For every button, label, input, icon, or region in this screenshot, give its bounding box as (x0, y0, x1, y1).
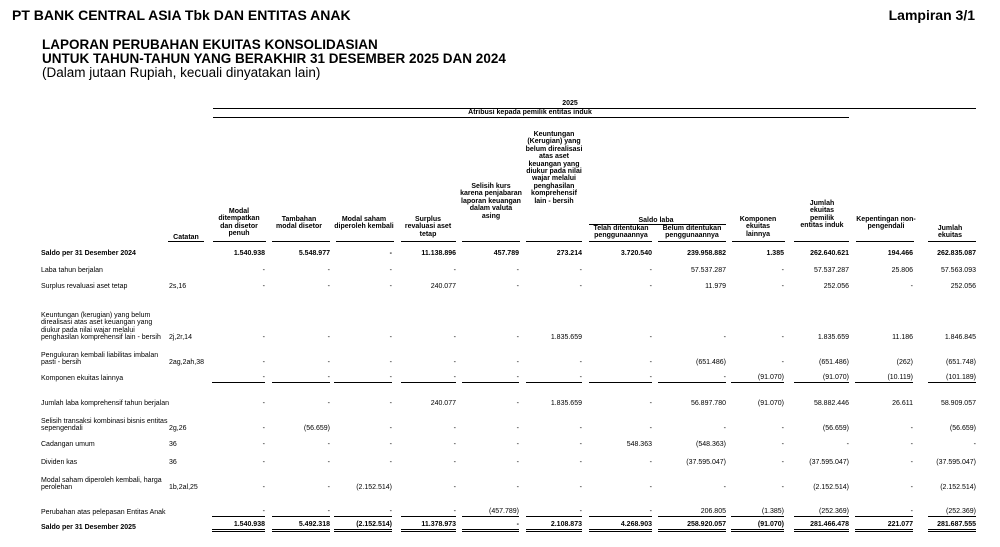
cell-value: - (453, 425, 456, 432)
cell-value: - (389, 334, 392, 341)
cell-value: - (781, 484, 784, 491)
cell-value: - (334, 508, 392, 517)
cell-value: 2.108.873 (526, 521, 582, 532)
cell-value: (252.369) (928, 508, 976, 517)
cell-value: (1.385) (731, 508, 784, 517)
cell-value: 206.805 (658, 508, 726, 517)
row-description: Laba tahun berjalan (41, 267, 103, 275)
cell-value: - (589, 374, 652, 383)
cell-value: - (389, 441, 392, 448)
cell-value: 58.882.446 (813, 400, 849, 407)
cell-value: 11.979 (705, 283, 726, 290)
cell-value: - (781, 334, 784, 341)
cell-value: - (910, 283, 913, 290)
cell-value: - (589, 508, 652, 517)
cell-value: 258.920.057 (658, 521, 726, 532)
cell-value: - (262, 334, 265, 341)
appendix-label: Lampiran 3/1 (888, 7, 975, 23)
cell-value: - (389, 459, 392, 466)
header-rule (658, 241, 726, 242)
row-note-ref: 36 (169, 441, 177, 448)
cell-value: - (401, 374, 456, 383)
cell-value: - (781, 459, 784, 466)
cell-value: - (389, 425, 392, 432)
cell-value: - (389, 359, 392, 366)
cell-value: (91.070) (794, 374, 849, 383)
cell-value: - (212, 374, 265, 383)
cell-value: - (453, 334, 456, 341)
table-row (0, 373, 1000, 383)
cell-value: - (389, 400, 392, 407)
cell-value: (91.070) (731, 521, 784, 532)
cell-value: - (262, 359, 265, 366)
cell-value: 1.540.938 (212, 521, 265, 532)
cell-value: - (910, 425, 913, 432)
cell-value: - (579, 459, 582, 466)
cell-value: (651.486) (819, 359, 849, 366)
cell-value: 5.492.318 (272, 521, 330, 532)
cell-value: 240.077 (430, 283, 456, 290)
column-header-telah: Telah ditentukan penggunaannya (593, 225, 649, 240)
cell-value: 239.958.882 (687, 250, 726, 257)
cell-value: - (910, 459, 913, 466)
cell-value: - (327, 484, 330, 491)
cell-value: - (516, 359, 519, 366)
header-rule (213, 241, 266, 242)
saldo-laba-label: Saldo laba (638, 217, 674, 224)
header-rule (401, 241, 456, 242)
cell-value: 26.611 (892, 400, 913, 407)
cell-value: 58.909.057 (940, 400, 976, 407)
cell-value: (101.189) (928, 374, 976, 383)
header-rule (856, 241, 914, 242)
cell-value: - (262, 400, 265, 407)
cell-value: 1.835.659 (817, 334, 849, 341)
cell-value: - (453, 484, 456, 491)
cell-value: - (516, 441, 519, 448)
table-row (0, 296, 1000, 342)
cell-value: - (855, 508, 913, 517)
cell-value: - (781, 267, 784, 274)
cell-value: - (262, 283, 265, 290)
cell-value: - (781, 441, 784, 448)
cell-value: (651.486) (696, 359, 726, 366)
cell-value: - (649, 267, 652, 274)
cell-value: - (262, 267, 265, 274)
cell-value: 57.537.287 (813, 267, 849, 274)
header-rule (589, 241, 652, 242)
cell-value: (457.789) (462, 508, 519, 517)
cell-value: - (526, 374, 582, 383)
cell-value: 25.806 (891, 267, 913, 274)
row-description: Pengukuran kembali liabilitas imbalan pasti - bersih (41, 351, 159, 367)
cell-value: (37.595.047) (936, 459, 976, 466)
cell-value: - (526, 508, 582, 517)
table-row (0, 457, 1000, 467)
cell-value: 11.138.896 (421, 250, 456, 257)
cell-value: (37.595.047) (686, 459, 726, 466)
cell-value: - (516, 400, 519, 407)
cell-value: - (453, 359, 456, 366)
cell-value: - (723, 425, 726, 432)
cell-value: (91.070) (731, 374, 784, 383)
cell-value: 1.835.659 (550, 400, 582, 407)
row-description: Perubahan atas pelepasan Entitas Anak (41, 509, 166, 517)
cell-value: - (516, 267, 519, 274)
column-header-jumlah-ekuitas: Jumlah ekuitas (937, 225, 963, 240)
column-header-catatan: Catatan (173, 234, 199, 241)
cell-value: - (579, 484, 582, 491)
cell-value: - (453, 459, 456, 466)
cell-value: - (453, 267, 456, 274)
cell-value: - (516, 334, 519, 341)
cell-value: - (212, 508, 265, 517)
cell-value: - (723, 334, 726, 341)
row-description: Saldo per 31 Desember 2024 (41, 250, 136, 258)
cell-value: - (658, 374, 726, 383)
column-header-modal: Modal ditempatkan dan disetor penuh (218, 208, 260, 238)
cell-value: (651.748) (946, 359, 976, 366)
row-note-ref: 2g,26 (169, 425, 187, 432)
cell-value: (262) (896, 359, 913, 366)
row-description: Modal saham diperoleh kembali, harga perolehan (41, 476, 162, 492)
cell-value: 1.385 (766, 250, 784, 257)
report-title: LAPORAN PERUBAHAN EKUITAS KONSOLIDASIAN (42, 37, 378, 52)
cell-value: (37.595.047) (809, 459, 849, 466)
cell-value: 57.563.093 (940, 267, 976, 274)
company-name: PT BANK CENTRAL ASIA Tbk DAN ENTITAS ANAK (12, 7, 351, 23)
cell-value: - (649, 283, 652, 290)
cell-value: - (723, 484, 726, 491)
cell-value: - (389, 250, 392, 257)
table-row (0, 248, 1000, 258)
column-header-surplus: Surplus revaluasi aset tetap (404, 216, 452, 238)
cell-value: 240.077 (430, 400, 456, 407)
cell-value: (10.119) (855, 374, 913, 383)
header-rule (168, 241, 204, 242)
cell-value: 262.640.621 (810, 250, 849, 257)
cell-value: - (973, 441, 976, 448)
row-description: Saldo per 31 Desember 2025 (41, 524, 136, 532)
header-rule (526, 241, 582, 242)
cell-value: - (579, 359, 582, 366)
report-period-title: UNTUK TAHUN-TAHUN YANG BERAKHIR 31 DESEMBER 2025 DAN 2024 (42, 51, 506, 66)
cell-value: 457.789 (493, 250, 519, 257)
cell-value: (2.152.514) (356, 484, 392, 491)
table-row (0, 439, 1000, 449)
cell-value: - (781, 359, 784, 366)
cell-value: 252.056 (950, 283, 976, 290)
cell-value: - (327, 267, 330, 274)
cell-value: - (516, 425, 519, 432)
cell-value: 57.537.287 (690, 267, 726, 274)
cell-value: - (649, 334, 652, 341)
cell-value: - (334, 374, 392, 383)
cell-value: - (389, 267, 392, 274)
cell-value: (548.363) (696, 441, 726, 448)
header-rule (336, 241, 394, 242)
cell-value: - (327, 359, 330, 366)
cell-value: - (516, 484, 519, 491)
cell-value: 194.466 (887, 250, 913, 257)
cell-value: - (327, 334, 330, 341)
cell-value: - (579, 425, 582, 432)
cell-value: 56.897.780 (690, 400, 726, 407)
cell-value: 221.077 (855, 521, 913, 532)
cell-value: - (327, 283, 330, 290)
cell-value: 5.548.977 (298, 250, 330, 257)
cell-value: 262.835.087 (937, 250, 976, 257)
cell-value: 273.214 (556, 250, 582, 257)
cell-value: 3.720.540 (620, 250, 652, 257)
cell-value: - (389, 283, 392, 290)
row-note-ref: 1b,2al,25 (169, 484, 198, 491)
cell-value: - (272, 374, 330, 383)
cell-value: - (453, 441, 456, 448)
cell-value: 1.540.938 (233, 250, 265, 257)
cell-value: - (462, 374, 519, 383)
row-note-ref: 36 (169, 459, 177, 466)
cell-value: - (516, 283, 519, 290)
row-description: Cadangan umum (41, 441, 95, 449)
cell-value: - (846, 441, 849, 448)
table-row (0, 281, 1000, 291)
cell-value: - (649, 400, 652, 407)
cell-value: 11.378.973 (401, 521, 456, 532)
cell-value: - (401, 508, 456, 517)
table-row (0, 474, 1000, 492)
row-description: Dividen kas (41, 459, 78, 467)
table-row (0, 265, 1000, 275)
table-row (0, 349, 1000, 367)
row-description: Surplus revaluasi aset tetap (41, 283, 128, 291)
cell-value: - (649, 484, 652, 491)
row-description: Komponen ekuitas lainnya (41, 375, 124, 383)
cell-value: 11.186 (892, 334, 913, 341)
cell-value: - (262, 459, 265, 466)
cell-value: - (262, 425, 265, 432)
cell-value: - (649, 359, 652, 366)
cell-value: (56.659) (949, 425, 976, 432)
cell-value: - (910, 484, 913, 491)
cell-value: 281.687.555 (928, 521, 976, 532)
column-header-belum: Belum ditentukan penggunaannya (662, 225, 722, 240)
column-header-kepentingan: Kepentingan non-pengendali (856, 216, 916, 231)
cell-value: - (579, 441, 582, 448)
table-row (0, 390, 1000, 408)
column-header-komponen: Komponen ekuitas lainnya (739, 216, 777, 238)
header-rule (928, 241, 976, 242)
cell-value: 4.268.903 (589, 521, 652, 532)
table-row (0, 415, 1000, 433)
header-rule (462, 241, 520, 242)
cell-value: - (327, 441, 330, 448)
cell-value: 1.835.659 (550, 334, 582, 341)
column-header-saham-diperoleh: Modal saham diperoleh kembali (334, 216, 394, 231)
cell-value: - (649, 459, 652, 466)
row-description: Selisih transaksi kombinasi bisnis entitas sepengendali (41, 417, 168, 433)
header-rule (732, 241, 785, 242)
cell-value: - (579, 283, 582, 290)
column-header-tambahan: Tambahan modal disetor (276, 216, 322, 231)
column-header-selisih-kurs: Selisih kurs karena penjabaran laporan keuangan dalam valuta asing (460, 183, 522, 220)
header-rule (794, 241, 849, 242)
cell-value: (56.659) (822, 425, 849, 432)
cell-value: (91.070) (757, 400, 784, 407)
row-note-ref: 2ag,2ah,38 (169, 359, 205, 366)
attribution-label: Atribusi kepada pemilik entitas induk (468, 109, 592, 116)
cell-value: - (262, 484, 265, 491)
cell-value: 252.056 (823, 283, 849, 290)
cell-value: 281.466.478 (794, 521, 849, 532)
cell-value: - (910, 441, 913, 448)
cell-value: (56.659) (303, 425, 330, 432)
column-header-jumlah-pemilik: Jumlah ekuitas pemilik entitas induk (800, 200, 844, 230)
cell-value: (2.152.514) (334, 521, 392, 532)
cell-value: - (262, 441, 265, 448)
cell-value: - (781, 425, 784, 432)
row-note-ref: 2s,16 (169, 283, 187, 290)
cell-value: - (272, 508, 330, 517)
cell-value: 1.846.845 (944, 334, 976, 341)
table-row (0, 499, 1000, 517)
row-description: Jumlah laba komprehensif tahun berjalan (41, 400, 170, 408)
cell-value: - (462, 521, 519, 532)
table-row (0, 522, 1000, 532)
cell-value: - (649, 425, 652, 432)
attribution-rule (213, 117, 849, 118)
cell-value: (2.152.514) (813, 484, 849, 491)
column-header-keuntungan: Keuntungan (Kerugian) yang belum direalisasi atas aset keuangan yang diukur pada nilai wajar melalui penghasilan komprehensif lain - bersih (525, 131, 583, 205)
cell-value: - (327, 400, 330, 407)
cell-value: - (327, 459, 330, 466)
row-note-ref: 2j,2r,14 (169, 334, 192, 341)
cell-value: (252.369) (794, 508, 849, 517)
cell-value: - (579, 267, 582, 274)
header-rule (272, 241, 330, 242)
currency-note: (Dalam jutaan Rupiah, kecuali dinyatakan lain) (42, 65, 321, 80)
row-description: Keuntungan (kerugian) yang belum direalisasi atas aset keuangan yang diukur pada nilai wajar melalui penghasilan komprehensif lain - bersih (41, 311, 161, 342)
year-label: 2025 (562, 100, 578, 107)
cell-value: (2.152.514) (940, 484, 976, 491)
cell-value: 548.363 (626, 441, 652, 448)
cell-value: - (781, 283, 784, 290)
cell-value: - (516, 459, 519, 466)
